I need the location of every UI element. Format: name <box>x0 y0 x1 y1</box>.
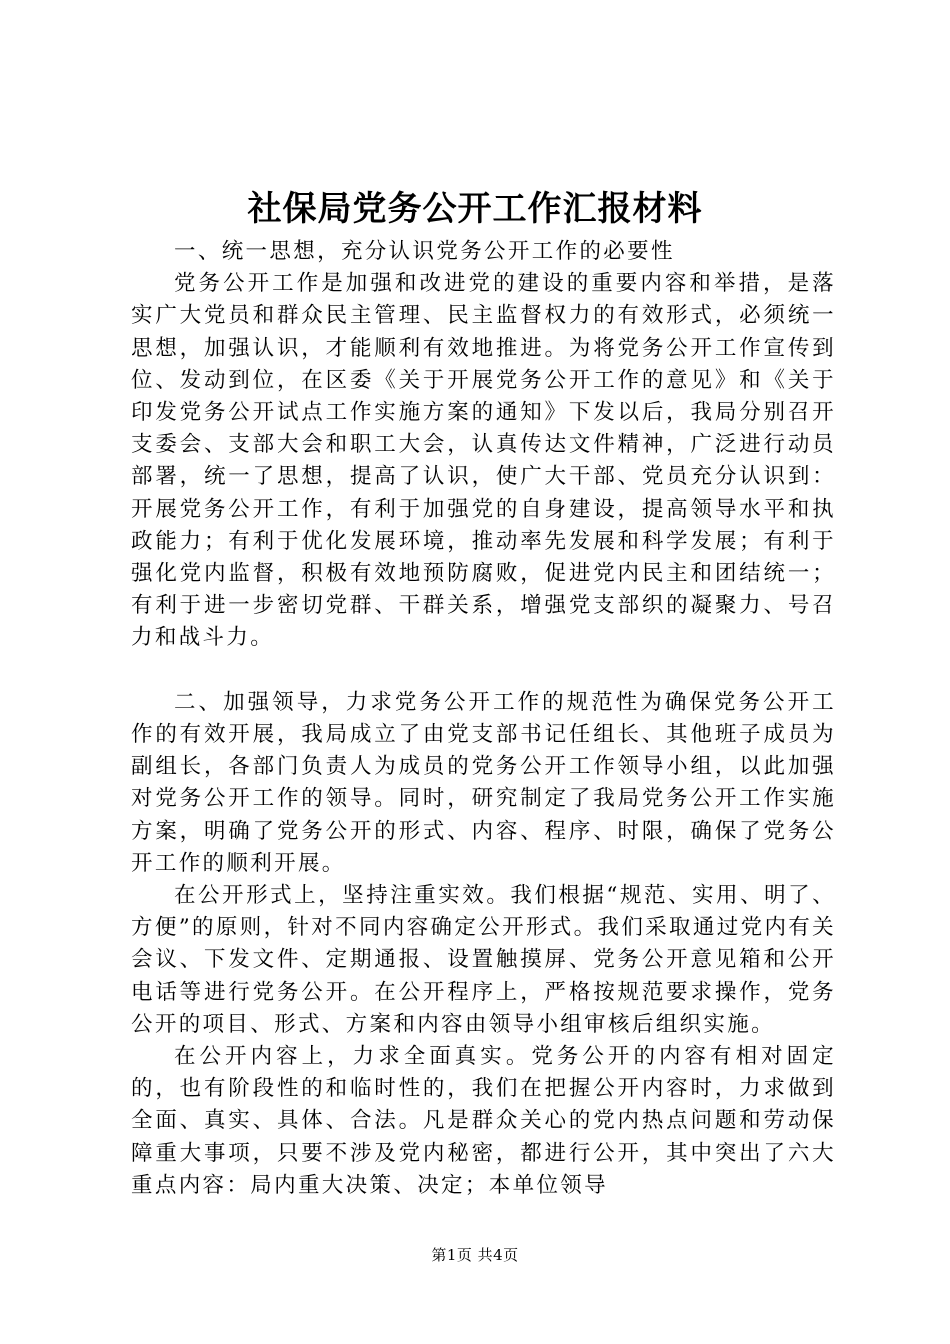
paragraph: 党务公开工作是加强和改进党的建设的重要内容和举措，是落实广大党员和群众民主管理、民主监督权力的有效形式，必须统一思想，加强认识，才能顺利有效地推进。为将党务公开工作宣传到位、发动到位，在区委《关于开展党务公开工作的意见》和《关于印发党务公开试点工作实施方案的通知》下发以后，我局分别召开支委会、支部大会和职工大会，认真传达文件精神，广泛进行动员部署，统一了思想，提高了认识，使广大干部、党员充分认识到：开展党务公开工作，有利于加强党的自身建设，提高领导水平和执政能力；有利于优化发展环境，推动率先发展和科学发展；有利于强化党内监督，积极有效地预防腐败，促进党内民主和团结统一；有利于进一步密切党群、干群关系，增强党支部织的凝聚力、号召力和战斗力。 <box>131 271 836 651</box>
page-number: 第1页 共4页 <box>431 1246 519 1264</box>
section-heading-1: 一、统一思想，充分认识党务公开工作的必要性 <box>174 239 675 264</box>
document-title: 社保局党务公开工作汇报材料 <box>247 189 703 229</box>
document-body <box>131 236 836 1202</box>
paragraph: 在公开内容上，力求全面真实。党务公开的内容有相对固定的，也有阶段性的和临时性的，我们在把握公开内容时，力求做到全面、真实、具体、合法。凡是群众关心的党内热点问题和劳动保障重大事项，只要不涉及党内秘密，都进行公开，其中突出了六大重点内容：局内重大决策、决定；本单位领导 <box>131 1044 836 1198</box>
paragraph: 在公开形式上，坚持注重实效。我们根据“规范、实用、明了、方便”的原则，针对不同内容确定公开形式。我们采取通过党内有关会议、下发文件、定期通报、设置触摸屏、党务公开意见箱和公开电话等进行党务公开。在公开程序上，严格按规范要求操作，党务公开的项目、形式、方案和内容由领导小组审核后组织实施。 <box>131 883 836 1037</box>
section-heading-2-paragraph: 二、加强领导，力求党务公开工作的规范性为确保党务公开工作的有效开展，我局成立了由党支部书记任组长、其他班子成员为副组长，各部门负责人为成员的党务公开工作领导小组，以此加强对党务公开工作的领导。同时，研究制定了我局党务公开工作实施方案，明确了党务公开的形式、内容、程序、时限，确保了党务公开工作的顺利开展。 <box>131 689 836 876</box>
